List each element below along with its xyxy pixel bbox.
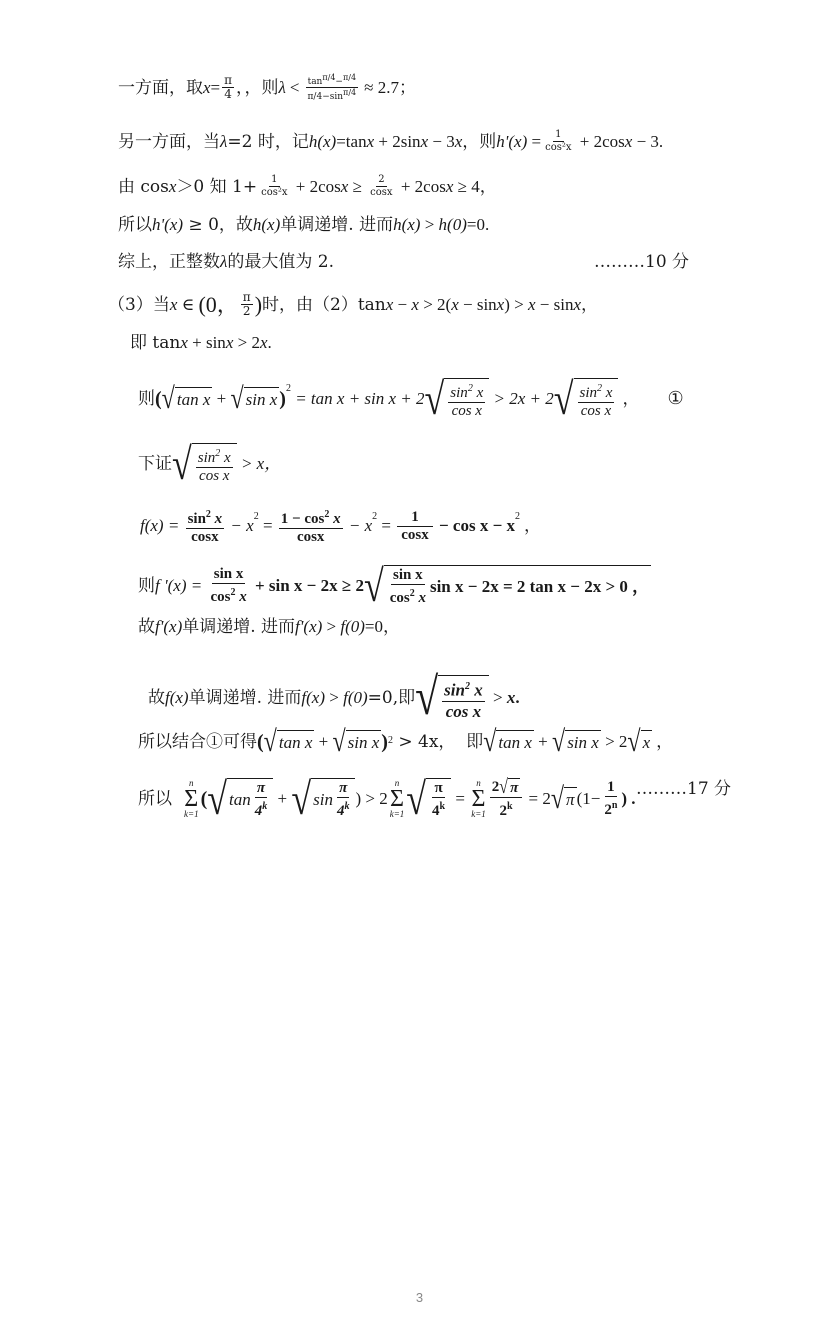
fraction-pi-over-4: $\frac{\pi}{4}$ <box>224 73 233 101</box>
fraction-lambda-bound: $\frac{\tan^{\pi/4}-^{\pi/4}}{\pi/4-\sin^{\pi/4}}$ <box>307 73 357 102</box>
line-5: 综上，正整数 λ 的最大值为 2. <box>118 252 334 272</box>
var-x: x <box>203 77 211 97</box>
score-10: ………10 分 <box>594 252 690 272</box>
line-8: 则 ( √ tan x + √ sin x ) $^2$ = tan x + sin x + 2 √ $\frac{\sin^2 x}{\text{cos x}}$ > 2x + 2 √ $\frac{\sin^2 x}{\text{cos x}}$ ， ① <box>138 374 684 424</box>
summation-sign: n Σ k=1 <box>471 778 486 819</box>
line-7: 即 tan x + sin x > 2 x . <box>130 333 272 353</box>
page-number: 3 <box>415 1290 424 1305</box>
line-3: 由 cos x ＞0 知 1+ $\frac{1}{\text{cos²x}}$ + 2cos x ≥ $\frac{2}{\cos x}$ + 2cos x ≥ 4， <box>118 174 497 198</box>
line-10: f(x) = $\frac{\sin^2 x}{\cos x}$ − x $^2$ = $\frac{1 - \cos^2 x}{\cos x}$ − x $^2$ = $\frac{1}{\cos x}$ − cos x − x $^2$ ， <box>140 506 541 546</box>
line-11: 则 f '(x) = $\frac{\text{sin x}}{\cos^2 x}$ + sin x − 2x ≥ 2 √ $\frac{\text{sin x}}{\cos^2 x}$ sin x − 2x = 2 tan x − 2x > 0 ， <box>138 561 650 611</box>
line-4: 所以 h'(x) ≥ 0，故 h(x) 单调递增. 进而 h(x) > h(0) =0. <box>118 215 490 235</box>
line-15: 所以 n Σ k=1 ( √ tan $\frac{\pi}{4^k}$ + √ sin $\frac{\pi}{4^k}$ ) > 2 n Σ k=1 √ $\frac{\pi}{4^k}$ = n Σ k=1 2 √ π 2$^k$ = 2 √ π (1− $\frac{1}{2^n}$ ) . <box>138 774 636 824</box>
text: 一方面，取 <box>118 77 203 98</box>
summation-sign: n Σ k=1 <box>184 778 199 819</box>
score-17: ………17 分 <box>636 779 732 799</box>
line-13: 故 f(x) 单调递增. 进而 f(x) > f(0) =0,即 √ $\frac{\sin^2 x}{\text{cos x}}$ > x . <box>148 669 520 728</box>
line-6: （3）当 x ∈ (0， $\frac{\pi}{2}$ ) 时，由（2）tan x − x > 2( x − sin x ) > x − sin x ， <box>108 290 598 318</box>
var-lambda: λ <box>278 77 286 97</box>
line-9: 下证 √ $\frac{\sin^2 x}{\text{cos x}}$ > x， <box>138 439 282 489</box>
line-12: 故 f'(x) 单调递增. 进而 f'(x) > f(0) =0， <box>138 617 401 637</box>
equals: = <box>210 77 221 97</box>
summation-sign: n Σ k=1 <box>389 778 405 819</box>
fraction-1-over-cos2x: $\frac{1}{\text{cos²x}}$ <box>545 129 572 153</box>
line-2: 另一方面，当 λ =2 时，记 h(x) =tan x + 2sin x − 3 x ，则 h'(x) = $\frac{1}{\text{cos²x}}$ + 2cos x − 3. <box>118 129 664 153</box>
circled-one-marker: ① <box>667 388 684 409</box>
line-14: 所以结合①可得 ( √ tan x + √ sin x ) 2 > 4x， 即 √ tan x + √ sin x > 2 √ x ， <box>138 725 674 759</box>
line-1: 一方面，取 x = $\frac{\pi}{4}$ ，，则 λ < $\frac{\tan^{\pi/4}-^{\pi/4}}{\pi/4-\sin^{\pi/4}}$ ≈ 2.7； <box>118 73 416 102</box>
